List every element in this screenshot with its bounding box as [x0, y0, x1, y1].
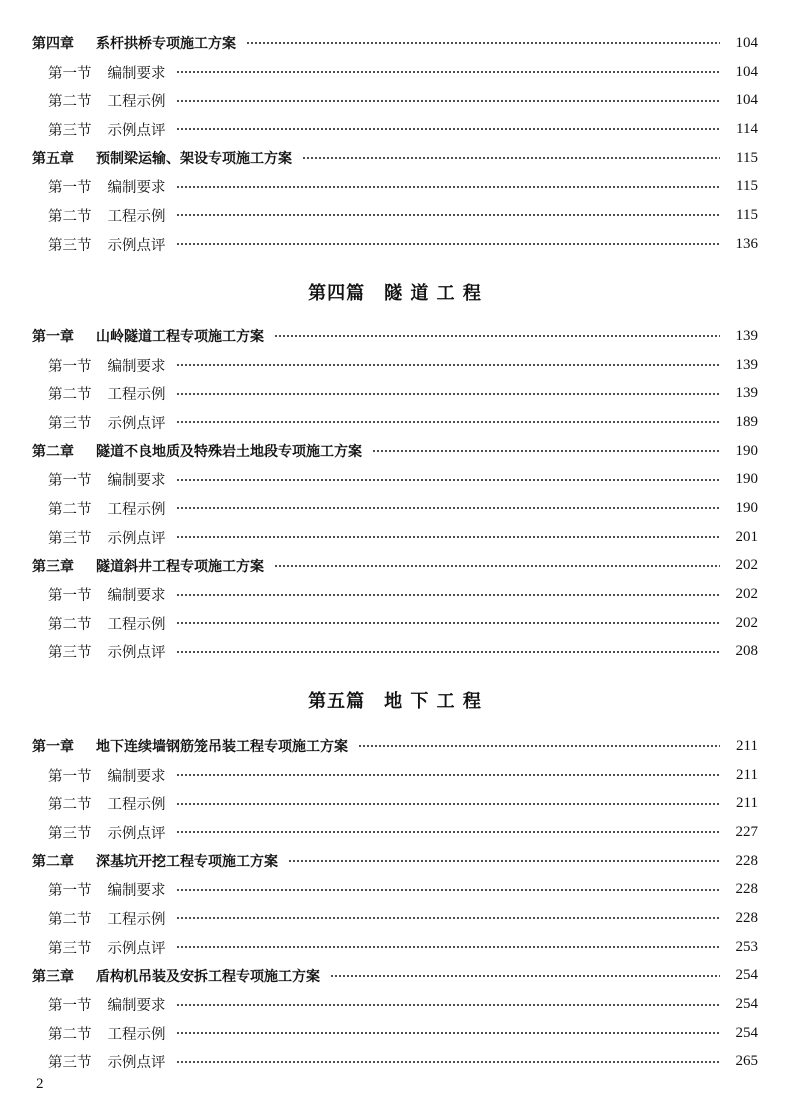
entry-title: 示例点评	[107, 122, 166, 139]
entry-label: 第二节	[48, 1026, 92, 1043]
entry-title: 编制要求	[107, 180, 166, 197]
entry-page-number: 227	[735, 823, 758, 840]
toc-section-entry[interactable]	[0, 990, 790, 1019]
entry-label: 第二节	[48, 501, 92, 518]
toc-section-entry[interactable]	[0, 933, 790, 962]
entry-title: 示例点评	[107, 1055, 166, 1072]
entry-page-number: 190	[735, 471, 758, 488]
entry-label: 第一节	[48, 65, 92, 82]
entry-label: 第一章	[32, 739, 74, 756]
dot-leader	[176, 945, 721, 949]
entry-page-number: 139	[735, 327, 758, 344]
entry-page-number: 265	[735, 1053, 758, 1070]
entry-label: 第三节	[48, 415, 92, 432]
entry-title: 工程示例	[107, 616, 166, 633]
entry-page-number: 202	[735, 614, 758, 631]
entry-page-number: 211	[736, 766, 758, 783]
entry-page-number: 115	[736, 149, 758, 166]
toc-section-entry[interactable]	[0, 1019, 790, 1048]
toc-block-3	[0, 732, 790, 1076]
entry-title: 隧道斜井工程专项施工方案	[96, 558, 264, 575]
toc-section-entry[interactable]	[0, 580, 790, 609]
entry-title: 地下连续墙钢筋笼吊装工程专项施工方案	[96, 739, 348, 756]
entry-page-number: 208	[735, 643, 758, 660]
entry-title: 预制梁运输、架设专项施工方案	[96, 151, 292, 168]
toc-section-entry[interactable]	[0, 494, 790, 523]
entry-label: 第四章	[32, 36, 74, 53]
entry-page-number: 139	[735, 356, 758, 373]
toc-section-entry[interactable]	[0, 379, 790, 408]
entry-title: 工程示例	[107, 1026, 166, 1043]
entry-page-number: 189	[735, 413, 758, 430]
toc-section-entry[interactable]	[0, 230, 790, 259]
toc-chapter-entry[interactable]	[0, 322, 790, 351]
entry-label: 第二节	[48, 797, 92, 814]
entry-label: 第三节	[48, 237, 92, 254]
entry-label: 第一节	[48, 358, 92, 375]
toc-chapter-entry[interactable]	[0, 962, 790, 991]
entry-title: 深基坑开挖工程专项施工方案	[96, 854, 278, 871]
toc-chapter-entry[interactable]	[0, 732, 790, 761]
entry-page-number: 211	[736, 795, 758, 812]
entry-title: 山岭隧道工程专项施工方案	[96, 329, 264, 346]
dot-leader	[176, 621, 721, 625]
toc-section-entry[interactable]	[0, 58, 790, 87]
entry-page-number: 104	[735, 63, 758, 80]
toc-chapter-entry[interactable]	[0, 29, 790, 58]
entry-label: 第一节	[48, 180, 92, 197]
entry-page-number: 104	[735, 34, 758, 51]
entry-label: 第三章	[32, 968, 74, 985]
toc-section-entry[interactable]	[0, 609, 790, 638]
dot-leader	[330, 974, 720, 978]
entry-title: 编制要求	[107, 358, 166, 375]
dot-leader	[176, 420, 721, 424]
toc-section-entry[interactable]	[0, 408, 790, 437]
entry-title: 工程示例	[107, 501, 166, 518]
entry-label: 第二节	[48, 208, 92, 225]
dot-leader	[176, 127, 721, 131]
entry-page-number: 136	[735, 235, 758, 252]
dot-leader	[288, 859, 720, 863]
entry-title: 工程示例	[107, 387, 166, 404]
dot-leader	[274, 334, 720, 338]
entry-title: 编制要求	[107, 768, 166, 785]
entry-title: 系杆拱桥专项施工方案	[96, 36, 236, 53]
entry-page-number: 254	[735, 996, 758, 1013]
toc-section-entry[interactable]	[0, 115, 790, 144]
toc-section-entry[interactable]	[0, 818, 790, 847]
entry-page-number: 115	[736, 178, 758, 195]
entry-label: 第二章	[32, 444, 74, 461]
entry-label: 第三章	[32, 558, 74, 575]
entry-page-number: 211	[736, 737, 758, 754]
entry-title: 工程示例	[107, 94, 166, 111]
entry-title: 编制要求	[107, 65, 166, 82]
dot-leader	[302, 156, 720, 160]
dot-leader	[176, 213, 721, 217]
entry-label: 第二节	[48, 911, 92, 928]
dot-leader	[176, 185, 721, 189]
entry-label: 第五章	[32, 151, 74, 168]
toc-section-entry[interactable]	[0, 523, 790, 552]
dot-leader	[176, 392, 721, 396]
entry-title: 编制要求	[107, 588, 166, 605]
toc-chapter-entry[interactable]	[0, 437, 790, 466]
entry-label: 第三节	[48, 1055, 92, 1072]
dot-leader	[176, 1003, 721, 1007]
toc-block-2	[0, 322, 790, 666]
dot-leader	[176, 1031, 721, 1035]
part-heading-underground: 第五篇 地 下 工 程	[308, 691, 482, 712]
entry-title: 示例点评	[107, 415, 166, 432]
entry-page-number: 254	[735, 967, 758, 984]
dot-leader	[176, 1060, 721, 1064]
entry-title: 示例点评	[107, 237, 166, 254]
toc-section-entry[interactable]	[0, 201, 790, 230]
entry-label: 第一章	[32, 329, 74, 346]
entry-label: 第一节	[48, 998, 92, 1015]
toc-section-entry[interactable]	[0, 761, 790, 790]
entry-title: 工程示例	[107, 911, 166, 928]
toc-chapter-entry[interactable]	[0, 552, 790, 581]
entry-page-number: 115	[736, 206, 758, 223]
dot-leader	[176, 916, 721, 920]
entry-label: 第二节	[48, 616, 92, 633]
entry-page-number: 104	[735, 92, 758, 109]
entry-label: 第二节	[48, 94, 92, 111]
entry-label: 第三节	[48, 530, 92, 547]
entry-label: 第三节	[48, 940, 92, 957]
entry-page-number: 228	[735, 852, 758, 869]
dot-leader	[372, 449, 720, 453]
entry-label: 第一节	[48, 768, 92, 785]
dot-leader	[358, 744, 720, 748]
toc-chapter-entry[interactable]	[0, 144, 790, 173]
entry-label: 第三节	[48, 122, 92, 139]
entry-title: 盾构机吊装及安拆工程专项施工方案	[96, 968, 320, 985]
entry-page-number: 190	[735, 442, 758, 459]
dot-leader	[246, 41, 720, 45]
entry-page-number: 201	[735, 528, 758, 545]
entry-title: 示例点评	[107, 645, 166, 662]
dot-leader	[176, 70, 721, 74]
entry-label: 第三节	[48, 645, 92, 662]
entry-page-number: 139	[735, 385, 758, 402]
toc-section-entry[interactable]	[0, 351, 790, 380]
entry-title: 示例点评	[107, 530, 166, 547]
toc-section-entry[interactable]	[0, 172, 790, 201]
entry-label: 第三节	[48, 825, 92, 842]
toc-section-entry[interactable]	[0, 789, 790, 818]
toc-section-entry[interactable]	[0, 875, 790, 904]
dot-leader	[176, 650, 721, 654]
entry-page-number: 228	[735, 881, 758, 898]
entry-title: 示例点评	[107, 940, 166, 957]
toc-section-entry[interactable]	[0, 904, 790, 933]
toc-section-entry[interactable]	[0, 465, 790, 494]
entry-label: 第一节	[48, 588, 92, 605]
dot-leader	[176, 478, 721, 482]
entry-title: 隧道不良地质及特殊岩土地段专项施工方案	[96, 444, 362, 461]
entry-title: 编制要求	[107, 883, 166, 900]
toc-section-entry[interactable]	[0, 1048, 790, 1077]
dot-leader	[176, 506, 721, 510]
dot-leader	[274, 564, 720, 568]
dot-leader	[176, 593, 721, 597]
entry-page-number: 202	[735, 557, 758, 574]
dot-leader	[176, 802, 721, 806]
entry-title: 编制要求	[107, 998, 166, 1015]
entry-label: 第一节	[48, 883, 92, 900]
entry-page-number: 190	[735, 499, 758, 516]
entry-label: 第二章	[32, 854, 74, 871]
entry-label: 第一节	[48, 473, 92, 490]
dot-leader	[176, 99, 721, 103]
toc-chapter-entry[interactable]	[0, 847, 790, 876]
entry-page-number: 228	[735, 909, 758, 926]
entry-label: 第二节	[48, 387, 92, 404]
entry-page-number: 202	[735, 586, 758, 603]
dot-leader	[176, 888, 721, 892]
page-number: 2	[36, 1076, 44, 1092]
entry-page-number: 253	[735, 938, 758, 955]
dot-leader	[176, 363, 721, 367]
toc-block-1	[0, 29, 790, 259]
entry-title: 工程示例	[107, 208, 166, 225]
entry-page-number: 254	[735, 1024, 758, 1041]
toc-section-entry[interactable]	[0, 638, 790, 667]
entry-title: 编制要求	[107, 473, 166, 490]
dot-leader	[176, 830, 721, 834]
entry-page-number: 114	[736, 120, 758, 137]
dot-leader	[176, 242, 721, 246]
toc-section-entry[interactable]	[0, 86, 790, 115]
entry-title: 工程示例	[107, 797, 166, 814]
entry-title: 示例点评	[107, 825, 166, 842]
dot-leader	[176, 535, 721, 539]
part-heading-tunnel: 第四篇 隧 道 工 程	[308, 283, 482, 304]
dot-leader	[176, 773, 721, 777]
